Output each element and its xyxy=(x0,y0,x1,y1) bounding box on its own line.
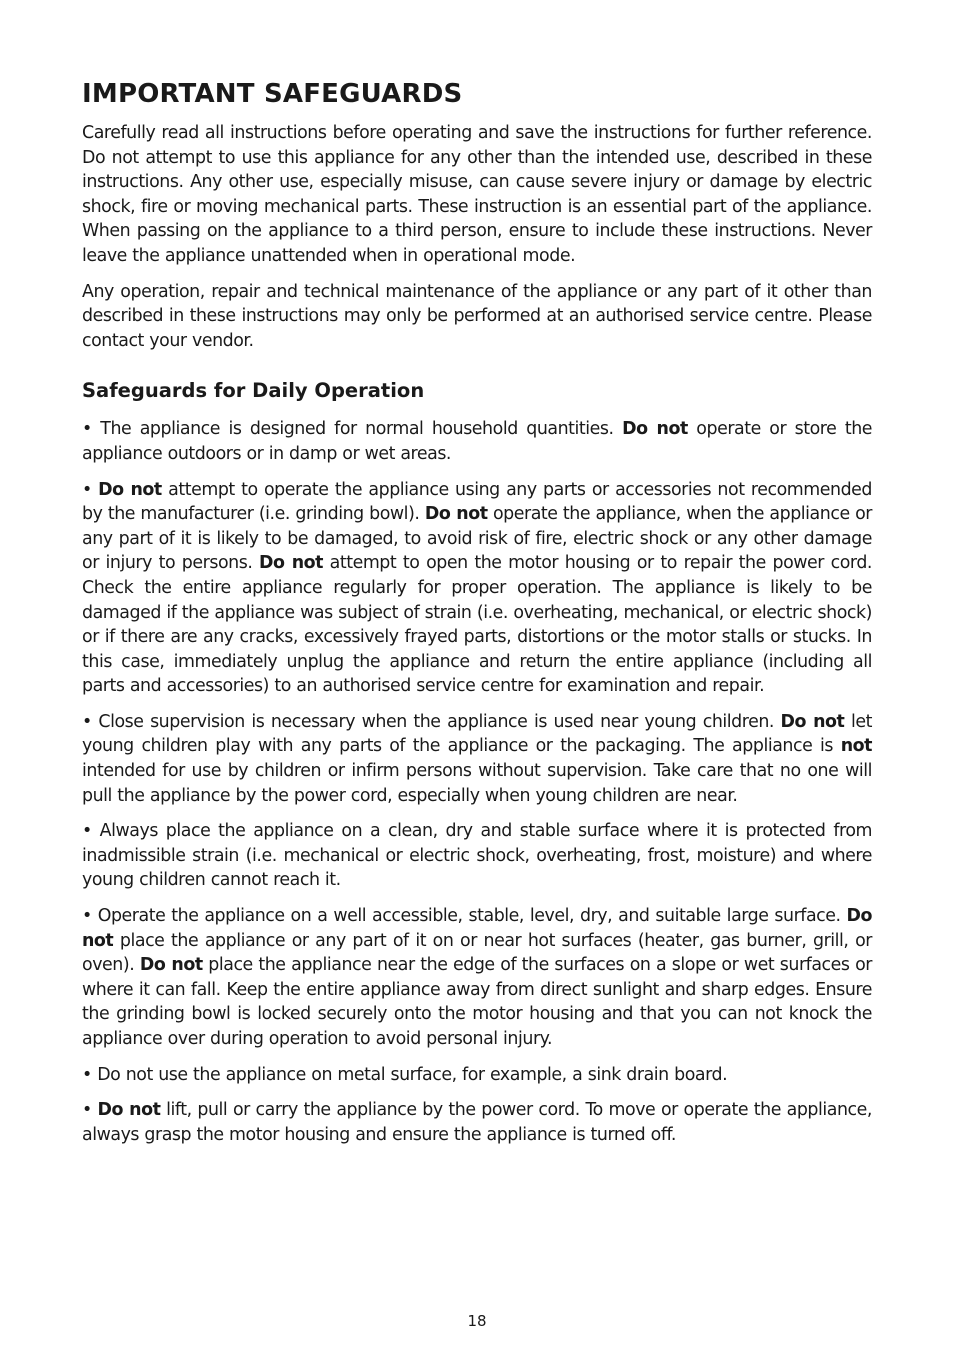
bullet-item xyxy=(82,1098,872,1147)
bullet-text: operate the appliance, when the appliance or any part of it is likely to be damaged, to avoid risk of fire, electric shock or any other damage or injury to persons. xyxy=(82,504,872,574)
bullet-marker: • xyxy=(82,821,100,842)
emphasis-text: Do not xyxy=(424,504,488,525)
emphasis-text: Do not xyxy=(780,711,845,732)
bullet-item xyxy=(82,904,872,1052)
bullet-item xyxy=(82,478,872,699)
bullet-text: intended for use by children or infirm persons without supervision. Take care that no one will pull the appliance by the power cord, especially when young children are near. xyxy=(82,761,872,806)
bullet-text: Do not use the appliance on metal surface, for example, a sink drain board. xyxy=(97,1064,728,1085)
intro-paragraph: Carefully read all instructions before operating and save the instructions for further reference. Do not attempt to use this appliance for any other than the intended use, described in these instructions. Any other use, especially misuse, can cause severe injury or damage by electric shock, fire or moving mechanical parts. These instruction is an essential part of the appliance. When passing on the appliance to a third person, ensure to include these instructions. Never leave the appliance unattended when in operational mode. xyxy=(82,123,872,266)
bullet-item xyxy=(82,1063,872,1088)
bullet-marker: • xyxy=(82,711,99,732)
bullet-text: operate or store the appliance outdoors or in damp or wet areas. xyxy=(82,419,873,464)
bullet-text: The appliance is designed for normal household quantities. xyxy=(100,419,623,440)
section-heading: Safeguards for Daily Operation xyxy=(82,379,425,403)
emphasis-text: Do not xyxy=(82,906,873,951)
bullet-item xyxy=(82,710,872,808)
emphasis-text: Do not xyxy=(259,553,323,574)
emphasis-text: Do not xyxy=(139,955,203,976)
bullet-marker: • xyxy=(82,1064,98,1085)
bullet-text: Close supervision is necessary when the appliance is used near young children. xyxy=(98,711,781,732)
bullet-text: attempt to operate the appliance using any parts or accessories not recommended by the manufacturer (i.e. grinding bowl). xyxy=(82,479,872,525)
intro-paragraph: Any operation, repair and technical maintenance of the appliance or any part of it other than described in these instructions may only be performed at an authorised service centre. Please contact your vendor. xyxy=(82,281,872,351)
emphasis-text: Do not xyxy=(98,479,162,500)
bullet-text: let young children play with any parts of the appliance or the packaging. The appliance is xyxy=(82,711,872,757)
bullet-marker: • xyxy=(82,479,99,500)
bullet-text: Operate the appliance on a well accessible, stable, level, dry, and suitable large surface. xyxy=(97,906,847,927)
bullet-marker: • xyxy=(82,419,101,440)
bullet-item xyxy=(82,819,872,893)
page-number: 18 xyxy=(467,1312,487,1330)
bullet-item xyxy=(82,417,872,466)
bullet-marker: • xyxy=(82,906,98,927)
safeguards-list xyxy=(82,417,872,1147)
bullet-text: lift, pull or carry the appliance by the power cord. To move or operate the appliance, always grasp the motor housing and ensure the appliance is turned off. xyxy=(82,1100,872,1145)
page-title: IMPORTANT SAFEGUARDS xyxy=(82,79,463,109)
bullet-text: place the appliance or any part of it on or near hot surfaces (heater, gas burner, grill, or oven). xyxy=(82,930,872,976)
bullet-text: place the appliance near the edge of the surfaces on a slope or wet surfaces or where it can fall. Keep the entire appliance away from direct sunlight and sharp edges. Ensure the grinding bowl is locked securely onto the motor housing and that you can not knock the appliance over during operation to avoid personal injury. xyxy=(82,955,872,1049)
bullet-text: attempt to open the motor housing or to repair the power cord. Check the entire appliance regularly for proper operation. The appliance is likely to be damaged if the appliance was subject of strain (i.e. overheating, mechanical, or electric shock) or if there are any cracks, excessively frayed parts, distortions or the motor stalls or stucks. In this case, immediately unplug the appliance and return the entire appliance (including all parts and accessories) to an authorised service centre for examination and repair. xyxy=(82,553,872,697)
emphasis-text: Do not xyxy=(622,419,688,440)
bullet-text: Always place the appliance on a clean, dry and stable surface where it is protected from inadmissible strain (i.e. mechanical or electric shock, overheating, frost, moisture) and where young children cannot reach it. xyxy=(82,821,872,891)
bullet-marker: • xyxy=(82,1100,98,1121)
emphasis-text: Do not xyxy=(97,1100,161,1121)
emphasis-text: not xyxy=(840,736,872,757)
document-page xyxy=(82,78,872,1158)
